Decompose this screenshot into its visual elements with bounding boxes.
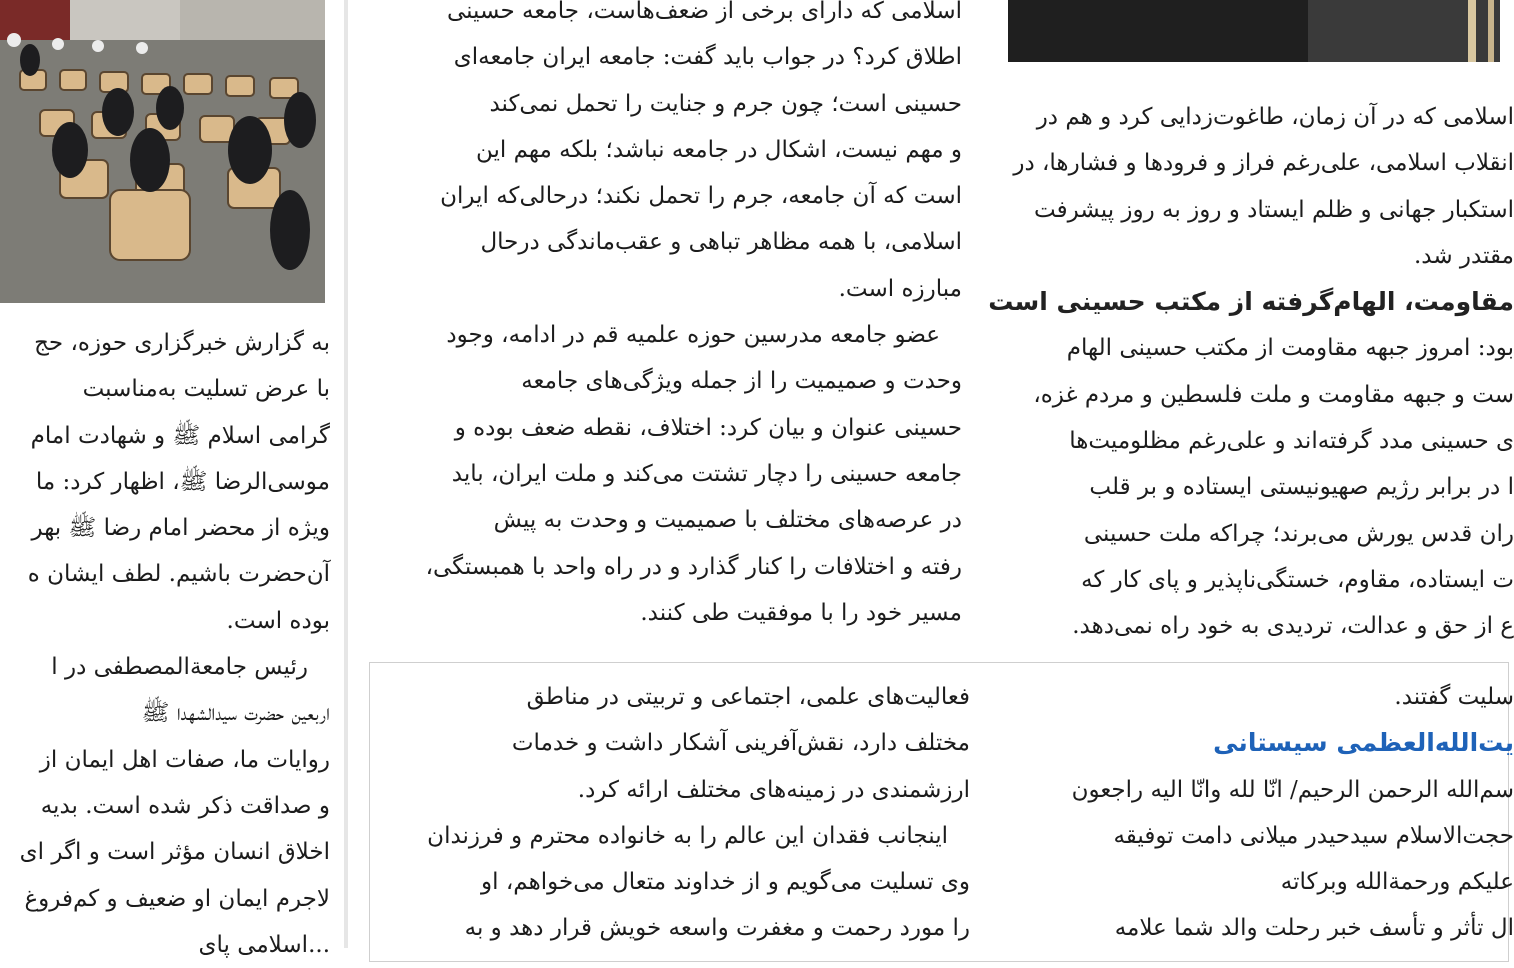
text-line: حسینی عنوان و بیان کرد: اختلاف، نقطه ضعف بوده و	[454, 414, 962, 441]
text-line: اطلاق کرد؟ در جواب باید گفت: جامعه ایران جامعه‌ای	[453, 44, 962, 71]
text-line: آن‌حضرت باشیم. لطف ایشان ه	[27, 561, 330, 588]
text-line: گرامی اسلام ﷺ و شهادت امام	[30, 422, 330, 449]
text-line: روایات ما، صفات اهل ایمان از	[39, 746, 330, 773]
text-line: ...اسلامی پای	[198, 931, 330, 958]
portrait-photo-graphic	[1008, 0, 1500, 62]
text-line: بوده است.	[226, 607, 330, 634]
text-line: به گزارش خبرگزاری حوزه، حج	[34, 330, 330, 356]
text-line: با عرض تسلیت به‌مناسبت	[82, 376, 330, 403]
text-line: عضو جامعه مدرسین حوزه علمیه قم در ادامه، وجود	[446, 322, 940, 349]
text-line: در عرصه‌های مختلف با صمیمیت و وحدت به پیش	[493, 507, 962, 534]
text-line: حسینی است؛ چون جرم و جنایت را تحمل نمی‌کند	[489, 90, 962, 117]
text-line: را مورد رحمت و مغفرت واسعه خویش قرار دهد و به	[464, 915, 970, 942]
text-line: اسلامی که دارای برخی از ضعف‌هاست، جامعه حسینی	[446, 0, 962, 24]
text-line: و صداقت ذکر شده است. بدیه	[40, 792, 330, 819]
column-divider	[344, 0, 348, 948]
section-heading: یت‌الله‌العظمی سیستانی	[1213, 728, 1514, 758]
box-left-column	[388, 674, 970, 952]
text-line: رفته و اختلافات را کنار گذارد و در راه واحد با همبستگی،	[425, 553, 962, 580]
text-line: حجت‌الاسلام سیدحیدر میلانی دامت توفیقه	[1113, 822, 1514, 849]
text-line: انقلاب اسلامی، علی‌رغم فراز و فرودها و فشارها، در	[1013, 150, 1514, 177]
text-line: رئیس جامعةالمصطفی در ا	[51, 654, 308, 681]
text-line: وی تسلیت می‌گویم و از خداوند متعال می‌خواهم، او	[481, 869, 970, 896]
text-line: اسلامی که در آن زمان، طاغوت‌زدایی کرد و هم در	[1036, 104, 1514, 130]
text-line: اسلامی، با همه مظاهر تباهی و عقب‌ماندگی درحال	[480, 229, 962, 256]
text-line: ت ایستاده، مقاوم، خستگی‌ناپذیر و پای کار که	[1081, 566, 1514, 593]
text-line: ا در برابر رژیم صهیونیستی ایستاده و بر قلب	[1089, 474, 1514, 501]
text-line: ویژه از محضر امام رضا ﷺ بهر	[31, 515, 330, 542]
text-line: سم‌الله الرحمن الرحیم/ انّا لله وانّا الیه راجعون	[1071, 776, 1514, 803]
text-line: مقتدر شد.	[1413, 242, 1514, 269]
portrait-photo	[1008, 0, 1500, 62]
ceremony-photo-graphic	[0, 0, 325, 303]
text-line: ال تأثر و تأسف خبر رحلت والد شما علامه	[1114, 915, 1514, 942]
text-line: علیکم ورحمةالله وبرکاته	[1280, 869, 1514, 896]
text-line: است که آن جامعه، جرم را تحمل نکند؛ درحالی‌که ایران	[440, 183, 962, 210]
section-heading: مقاومت، الهام‌گرفته از مکتب حسینی است	[988, 287, 1514, 317]
text-line: موسی‌الرضا ﷺ، اظهار کرد: ما	[35, 468, 330, 495]
middle-column	[378, 0, 962, 636]
text-line: ارزشمندی در زمینه‌های مختلف ارائه کرد.	[577, 776, 970, 803]
text-line: مبارزه است.	[838, 275, 962, 302]
text-line: اخلاق انسان مؤثر است و اگر ای	[19, 839, 330, 866]
text-line: مسیر خود را با موفقیت طی کنند.	[640, 599, 962, 626]
text-line: ست و جبهه مقاومت و ملت فلسطین و مردم غزه،	[1033, 381, 1514, 408]
right-column	[988, 94, 1514, 650]
text-line: اینجانب فقدان این عالم را به خانواده محترم و فرزندان	[427, 822, 948, 849]
text-line: مختلف دارد، نقش‌آفرینی آشکار داشت و خدمات	[511, 730, 970, 757]
text-line: وحدت و صمیمیت را از جمله ویژگی‌های جامعه	[521, 368, 962, 395]
text-line: جامعه حسینی را دچار تشتت می‌کند و ملت ایران، باید	[451, 460, 962, 487]
text-line: بود: امروز جبهه مقاومت از مکتب حسینی الهام	[1066, 335, 1514, 362]
left-column	[0, 320, 330, 968]
text-line: ع از حق و عدالت، تردیدی به خود راه نمی‌دهد.	[1072, 613, 1514, 640]
text-line: ران قدس یورش می‌برند؛ چراکه ملت حسینی	[1083, 520, 1514, 547]
text-line: اربعین حضرت سیدالشهدا ﷺ	[141, 700, 330, 727]
text-line: فعالیت‌های علمی، اجتماعی و تربیتی در مناطق	[526, 684, 970, 710]
text-line: لاجرم ایمان او ضعیف و کم‌فروغ	[24, 885, 330, 912]
text-line: استکبار جهانی و ظلم ایستاد و روز به روز پیشرفت	[1033, 196, 1514, 223]
text-line: و مهم نیست، اشکال در جامعه نباشد؛ بلکه مهم این	[476, 136, 962, 163]
ceremony-photo	[0, 0, 325, 303]
box-right-column	[1004, 674, 1514, 952]
text-line: ی حسینی مدد گرفته‌اند و علی‌رغم مظلومیت‌ها	[1069, 428, 1514, 455]
text-line: سلیت گفتند.	[1394, 684, 1514, 710]
